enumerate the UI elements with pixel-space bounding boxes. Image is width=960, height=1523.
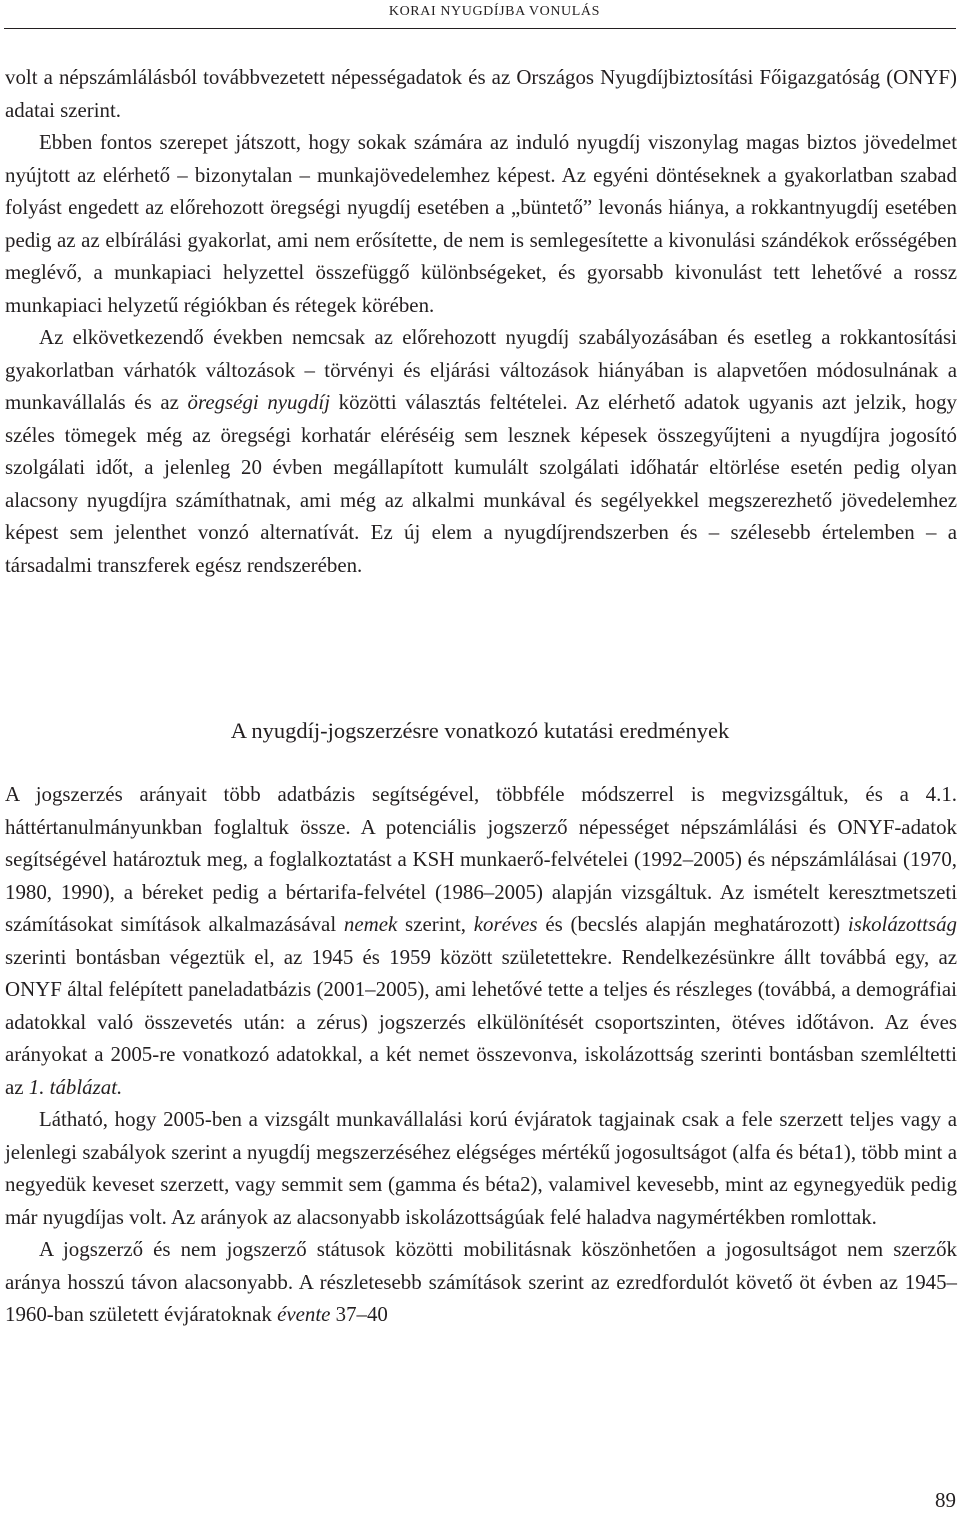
paragraph: volt a népszámlálásból továbbvezetett népességadatok és az Országos Nyugdíjbiztosítási Főigazgatóság (ONYF) adatai szerint. [5, 65, 957, 122]
text-run: közötti választás feltételei. Az elérhető adatok ugyanis azt jelzik, hogy széles tömegek még az öregségi korhatár eléréséig sem lesznek képesek összegyűjteni a nyugdíjra jogosító szolgálati időt, a jelenleg 20 évben megállapított kumulált szolgálati időhatár eltörlése esetén pedig olyan alacsony nyugdíjra számíthatnak, ami még az alkalmi munkával és segélyekkel megszerezhető jövedelemhez képest sem jelenthet vonzó alternatívát. Ez új elem a nyugdíjrendszerben és – szélesebb értelemben – a társadalmi transzferek egész rendszerében. [5, 390, 957, 577]
header-rule [4, 28, 956, 29]
italic-term: évente [277, 1302, 331, 1326]
italic-term: nemek [343, 912, 398, 936]
text-run: A jogszerző és nem jogszerző státusok közötti mobilitásnak köszönhetően a jogosultságot nem szerzők aránya hosszú távon alacsonyabb. A részletesebb számítások szerint az ezredfordulót követő öt évben az 1945–1960-ban született évjáratoknak [5, 1237, 957, 1326]
italic-term: öregségi nyugdíj [187, 390, 330, 414]
section-heading: A nyugdíj-jogszerzésre vonatkozó kutatási eredmények [230, 718, 730, 743]
paragraph: Ebben fontos szerepet játszott, hogy sokak számára az induló nyugdíj viszonylag magas biztos jövedelmet nyújtott az elérhető – bizonytalan – munkajövedelemhez képest. Az egyéni döntéseknek a gyakorlatban szabad folyást engedett az előrehozott öregségi nyugdíj esetében a „büntető” levonás hiánya, a rokkantnyugdíj esetében pedig az az elbírálási gyakorlat, ami nem erősítette, de nem is semlegesítette a kivonulási szándékok erősségében meglévő, a munkapiaci helyzettel összefüggő különbségeket, és gyorsabb kivonulást tett lehetővé a rossz munkapiaci helyzetű régiókban és rétegek körében. [5, 130, 957, 317]
text-run: Az elkövetkezendő években nemcsak az előrehozott nyugdíj szabályozásában és esetleg a rokkantosítási gyakorlatban várhatók változások – törvényi és eljárási változások hiányában is alapvetően módosulnának a munkavállalás és az [5, 325, 957, 414]
italic-term: iskolázottság [847, 912, 957, 936]
paragraph [5, 778, 957, 1103]
running-head: KORAI NYUGDÍJBA VONULÁS [388, 4, 600, 19]
text-run: 37–40 [330, 1302, 388, 1326]
page-number: 89 [935, 1488, 956, 1512]
text-run: és (becslés alapján meghatározott) [537, 912, 848, 936]
paragraph [5, 1233, 957, 1331]
italic-term: koréves [473, 912, 538, 936]
text-run: szerinti bontásban végeztük el, az 1945 és 1959 között születettekre. Rendelkezésünkre állt továbbá egy, az ONYF által felépített paneladatbázis (2001–2005), ami lehetővé tette a teljes és részleges (továbbá, a demográfiai adatokkal való összevetés után: a zérus) jogszerzés elkülönítését csoportszinten, ötéves időtávon. Az éves arányokat a 2005-re vonatkozó adatokkal, a két nemet összevonva, iskolázottság szerinti bontásban szemléltetti az [5, 944, 957, 1099]
text-block-results [5, 778, 957, 1331]
paragraph [5, 321, 957, 581]
table-reference: 1. táblázat. [28, 1074, 123, 1099]
text-block-intro [5, 61, 957, 581]
text-run: szerint, [397, 912, 474, 936]
text-run: A jogszerzés arányait több adatbázis segítségével, többféle módszerrel is megvizsgáltuk, és a 4.1. háttértanulmányunkban foglaltuk össze. A potenciális jogszerző népességet népszámlálási és ONYF-adatok segítségével határoztuk meg, a foglalkoztatást a KSH munkaerő-felvételei (1992–2005) és népszámlálásai (1970, 1980, 1990), a béreket pedig a bértarifa-felvétel (1986–2005) alapján vizsgáltuk. Az ismételt keresztmetszeti számításokat simítások alkalmazásával [5, 782, 957, 936]
paragraph: Látható, hogy 2005-ben a vizsgált munkavállalási korú évjáratok tagjainak csak a fele szerzett teljes vagy a jelenlegi szabályok szerint a nyugdíj megszerzéséhez elégséges mértékű jogosultságot (alfa és béta1), több mint a negyedük keveset szerzett, vagy semmit sem (gamma és béta2), valamivel kevesebb, mint az egynegyedük pedig már nyugdíjas volt. Az arányok az alacsonyabb iskolázottságúak felé haladva nagymértékben romlottak. [5, 1107, 957, 1229]
